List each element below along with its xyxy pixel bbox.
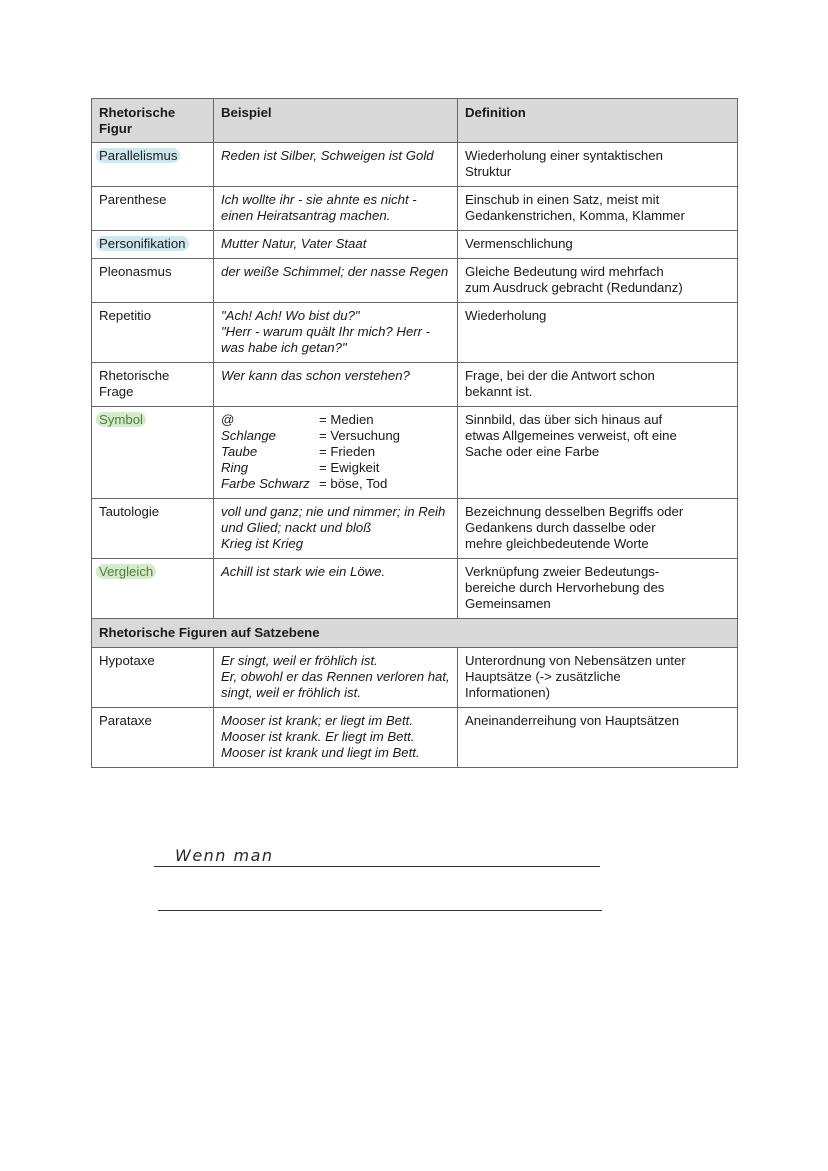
definition-line: Hauptsätze (-> zusätzliche — [465, 669, 621, 684]
table-row-vergleich — [92, 559, 738, 619]
example-cell — [214, 708, 458, 768]
figure-cell — [92, 648, 214, 708]
definition-line: Gedankenstrichen, Komma, Klammer — [465, 208, 685, 223]
figure-name: Tautologie — [99, 504, 160, 519]
figure-cell — [92, 559, 214, 619]
table-row-symbol — [92, 407, 738, 499]
section-title: Rhetorische Figuren auf Satzebene — [92, 619, 738, 648]
table-row-repetitio — [92, 303, 738, 363]
example-cell — [214, 407, 458, 499]
figure-cell — [92, 259, 214, 303]
example-line: "Ach! Ach! Wo bist du?" — [221, 308, 360, 323]
header-definition: Definition — [458, 99, 738, 143]
symbol-pair — [221, 412, 450, 428]
definition-line: Struktur — [465, 164, 512, 179]
rhetoric-table-container — [91, 98, 738, 768]
figure-cell — [92, 187, 214, 231]
example-line: Mutter Natur, Vater Staat — [221, 236, 367, 251]
figure-name: Vergleich — [96, 564, 156, 579]
definition-line: Bezeichnung desselben Begriffs oder — [465, 504, 684, 519]
example-cell — [214, 559, 458, 619]
symbol-meaning: = Medien — [319, 412, 374, 427]
table-row-parallelismus — [92, 143, 738, 187]
definition-line: Aneinanderreihung von Hauptsätzen — [465, 713, 680, 728]
table-header-row — [92, 99, 738, 143]
example-line: "Herr - warum quält Ihr mich? Herr - — [221, 324, 431, 339]
rhetoric-table — [91, 98, 738, 768]
definition-cell — [458, 648, 738, 708]
symbol-term: Taube — [221, 444, 258, 459]
definition-line: Gedankens durch dasselbe oder — [465, 520, 656, 535]
figure-cell — [92, 143, 214, 187]
figure-name: Parenthese — [99, 192, 167, 207]
definition-line: mehre gleichbedeutende Worte — [465, 536, 649, 551]
definition-line: zum Ausdruck gebracht (Redundanz) — [465, 280, 683, 295]
definition-cell — [458, 407, 738, 499]
example-cell — [214, 187, 458, 231]
table-row-parenthese — [92, 187, 738, 231]
definition-line: Informationen) — [465, 685, 551, 700]
section-header-row — [92, 619, 738, 648]
definition-line: etwas Allgemeines verweist, oft eine — [465, 428, 677, 443]
figure-name: Personifikation — [96, 236, 189, 251]
handwritten-note: Wenn man — [175, 846, 274, 865]
figure-cell — [92, 708, 214, 768]
symbol-meaning: = Versuchung — [319, 428, 401, 443]
definition-line: Frage, bei der die Antwort schon — [465, 368, 655, 383]
definition-cell — [458, 259, 738, 303]
symbol-pair — [221, 428, 450, 444]
figure-cell — [92, 363, 214, 407]
example-line: Reden ist Silber, Schweigen ist Gold — [221, 148, 434, 163]
example-line: voll und ganz; nie und nimmer; in Reih — [221, 504, 446, 519]
symbol-meaning: = Frieden — [319, 444, 376, 459]
example-cell — [214, 143, 458, 187]
figure-cell — [92, 303, 214, 363]
example-line: Mooser ist krank und liegt im Bett. — [221, 745, 420, 760]
symbol-meaning: = böse, Tod — [319, 476, 388, 491]
definition-line: Verknüpfung zweier Bedeutungs- — [465, 564, 660, 579]
writing-line — [158, 910, 602, 911]
example-line: Ich wollte ihr - sie ahnte es nicht - — [221, 192, 417, 207]
example-cell — [214, 303, 458, 363]
figure-cell — [92, 407, 214, 499]
figure-cell — [92, 499, 214, 559]
figure-name: Hypotaxe — [99, 653, 155, 668]
example-cell — [214, 648, 458, 708]
definition-cell — [458, 303, 738, 363]
example-line: und Glied; nackt und bloß — [221, 520, 372, 535]
table-row-personifikation — [92, 231, 738, 259]
example-cell — [214, 499, 458, 559]
definition-cell — [458, 231, 738, 259]
figure-name: Pleonasmus — [99, 264, 172, 279]
example-line: was habe ich getan?" — [221, 340, 347, 355]
symbol-pair — [221, 444, 450, 460]
figure-name: Symbol — [96, 412, 146, 427]
definition-line: bekannt ist. — [465, 384, 533, 399]
symbol-term: @ — [221, 412, 235, 427]
header-example: Beispiel — [214, 99, 458, 143]
table-row-parataxe — [92, 708, 738, 768]
definition-line: Sinnbild, das über sich hinaus auf — [465, 412, 663, 427]
writing-line — [154, 866, 600, 867]
figure-name: Parallelismus — [96, 148, 180, 163]
definition-line: Gemeinsamen — [465, 596, 551, 611]
symbol-meaning: = Ewigkeit — [319, 460, 380, 475]
figure-name: Parataxe — [99, 713, 152, 728]
figure-name: Rhetorische Frage — [99, 368, 170, 399]
table-row-pleonasmus — [92, 259, 738, 303]
figure-cell — [92, 231, 214, 259]
definition-line: bereiche durch Hervorhebung des — [465, 580, 665, 595]
table-row-rhetorische-frage — [92, 363, 738, 407]
figure-name: Repetitio — [99, 308, 152, 323]
table-row-tautologie — [92, 499, 738, 559]
example-line: Krieg ist Krieg — [221, 536, 304, 551]
example-cell — [214, 231, 458, 259]
definition-cell — [458, 708, 738, 768]
definition-line: Sache oder eine Farbe — [465, 444, 600, 459]
definition-line: Einschub in einen Satz, meist mit — [465, 192, 660, 207]
example-line: Mooser ist krank; er liegt im Bett. — [221, 713, 414, 728]
example-line: Wer kann das schon verstehen? — [221, 368, 410, 383]
definition-line: Vermenschlichung — [465, 236, 573, 251]
definition-line: Gleiche Bedeutung wird mehrfach — [465, 264, 664, 279]
example-line: Er, obwohl er das Rennen verloren hat, — [221, 669, 450, 684]
definition-cell — [458, 363, 738, 407]
symbol-pair — [221, 460, 450, 476]
example-line: Er singt, weil er fröhlich ist. — [221, 653, 378, 668]
table-row-hypotaxe — [92, 648, 738, 708]
example-cell — [214, 259, 458, 303]
definition-cell — [458, 499, 738, 559]
header-figure: Rhetorische Figur — [92, 99, 214, 143]
definition-cell — [458, 143, 738, 187]
example-line: der weiße Schimmel; der nasse Regen — [221, 264, 449, 279]
example-line: Mooser ist krank. Er liegt im Bett. — [221, 729, 415, 744]
symbol-term: Ring — [221, 460, 249, 475]
symbol-pair — [221, 476, 450, 492]
definition-line: Unterordnung von Nebensätzen unter — [465, 653, 686, 668]
definition-cell — [458, 559, 738, 619]
example-line: Achill ist stark wie ein Löwe. — [221, 564, 386, 579]
symbol-term: Farbe Schwarz — [221, 476, 310, 491]
definition-cell — [458, 187, 738, 231]
definition-line: Wiederholung — [465, 308, 547, 323]
symbol-term: Schlange — [221, 428, 276, 443]
example-cell — [214, 363, 458, 407]
definition-line: Wiederholung einer syntaktischen — [465, 148, 663, 163]
example-line: einen Heiratsantrag machen. — [221, 208, 391, 223]
example-line: singt, weil er fröhlich ist. — [221, 685, 361, 700]
